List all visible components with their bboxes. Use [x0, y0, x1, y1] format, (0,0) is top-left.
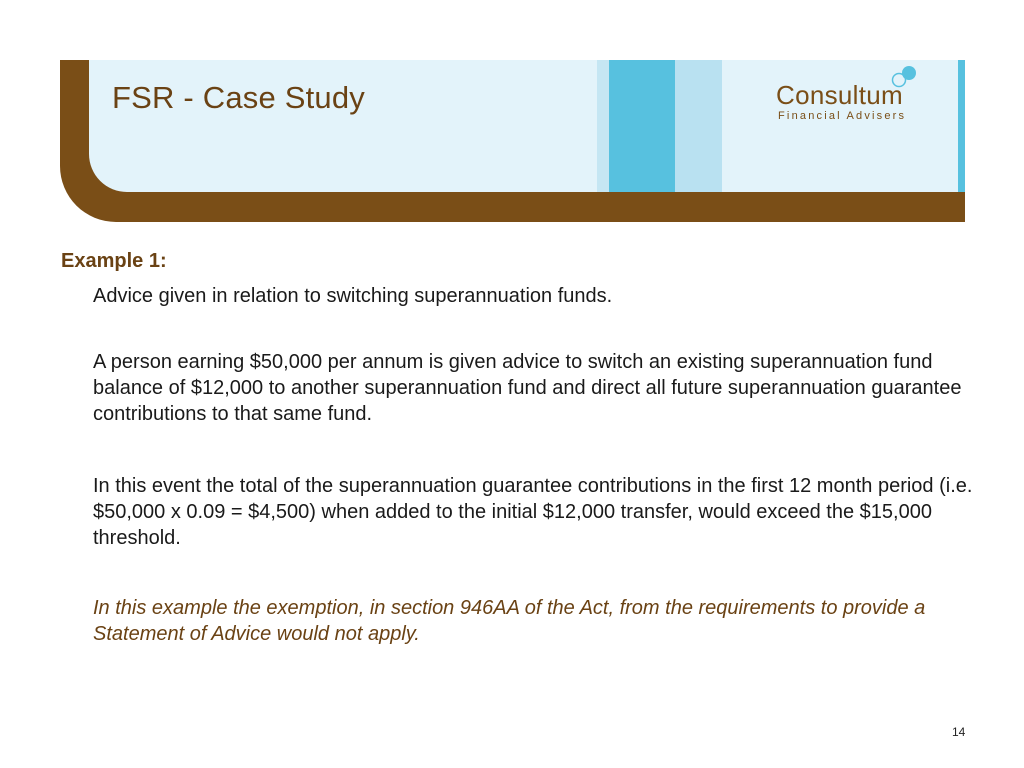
example-heading: Example 1:	[61, 250, 167, 272]
paragraph: In this event the total of the superannuation guarantee contributions in the first 12 month period (i.e. $50,000 x 0.09 = $4,500) when added to the initial $12,000 transfer, would exceed the $15,000 threshold.	[93, 475, 973, 549]
paragraph: A person earning $50,000 per annum is given advice to switch an existing superannuation fund balance of $12,000 to another superannuation fund and direct all future superannuation guarantee contributions to that same fund.	[93, 351, 962, 425]
conclusion-paragraph: In this example the exemption, in section 946AA of the Act, from the requirements to provide a Statement of Advice would not apply.	[93, 597, 926, 645]
page-number: 14	[952, 725, 966, 739]
logo-tagline: Financial Advisers	[778, 110, 907, 122]
paragraph: Advice given in relation to switching superannuation funds.	[93, 285, 613, 307]
logo-name: Consultum	[776, 80, 903, 110]
slide-title: FSR - Case Study	[112, 80, 366, 115]
